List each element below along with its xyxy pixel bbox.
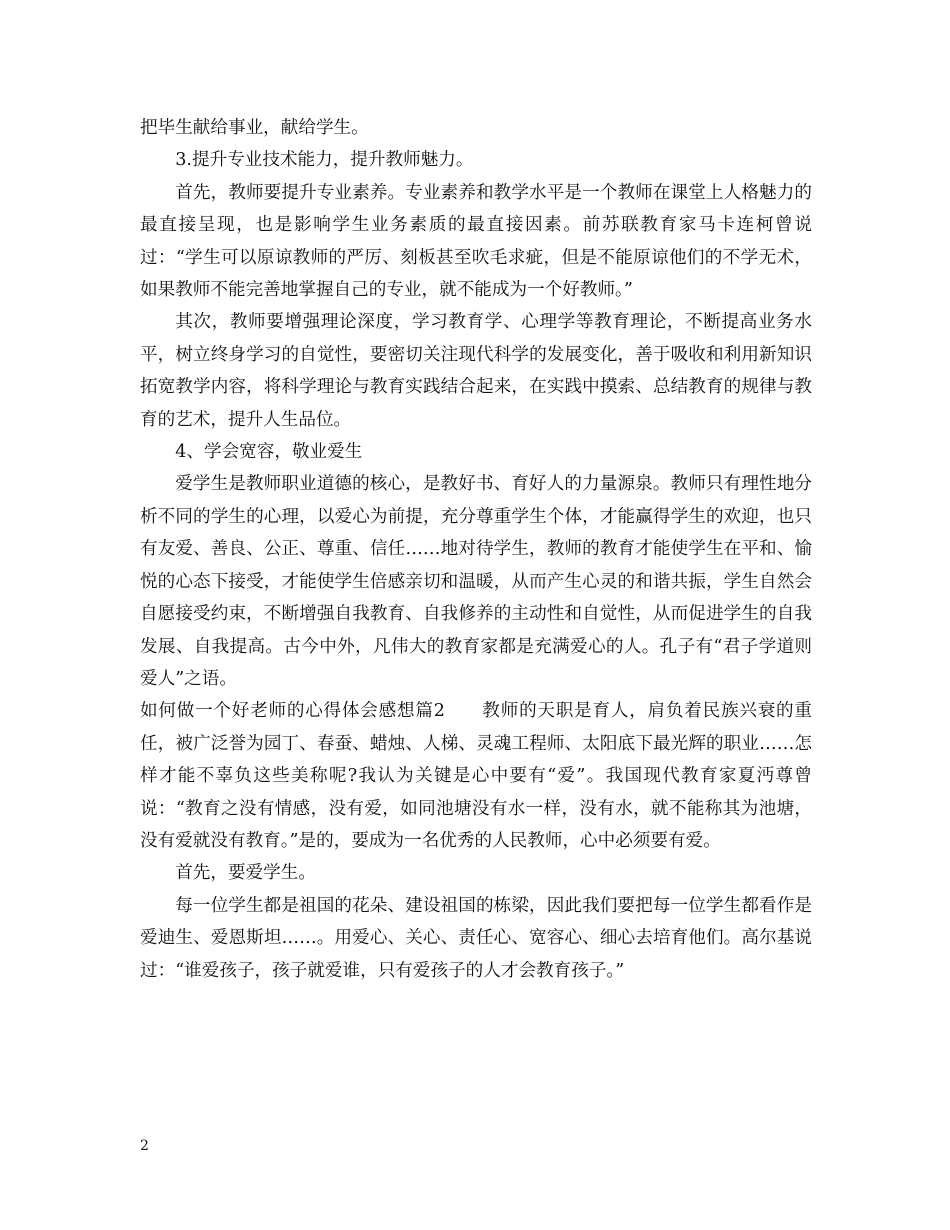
paragraph-7: 如何做一个好老师的心得体会感想篇2 教师的天职是育人，肩负着民族兴衰的重任，被广泛誉为园丁、春蚕、蜡烛、人梯、灵魂工程师、太阳底下最光辉的职业……怎样才能不辜负这些美称呢?我认为关键是心中要有“爱”。我国现代教育家夏沔尊曾说：“教育之没有情感，没有爱，如同池塘没有水一样，没有水，就不能称其为池塘，没有爱就没有教育。”是的，要成为一名优秀的人民教师，心中必须要有爱。 — [140, 701, 812, 851]
paragraph-4: 其次，教师要增强理论深度，学习教育学、心理学等教育理论，不断提高业务水平，树立终身学习的自觉性，要密切关注现代科学的发展变化，善于吸收和利用新知识拓宽教学内容，将科学理论与教育实践结合起来，在实践中摸索、总结教育的规律与教育的艺术，提升人生品位。 — [140, 312, 812, 430]
page-number: 2 — [140, 1138, 149, 1154]
document-body — [140, 112, 812, 987]
paragraph-3: 首先，教师要提升专业素养。专业素养和教学水平是一个教师在课堂上人格魅力的最直接呈现，也是影响学生业务素质的最直接因素。前苏联教育家马卡连柯曾说过：“学生可以原谅教师的严厉、刻板甚至吹毛求疵，但是不能原谅他们的不学无术，如果教师不能完善地掌握自己的专业，就不能成为一个好教师。” — [140, 182, 812, 301]
paragraph-2-heading: 3.提升专业技术能力，提升教师魅力。 — [175, 150, 474, 171]
paragraph-9: 每一位学生都是祖国的花朵、建设祖国的栋梁，因此我们要把每一位学生都看作是爱迪生、爱恩斯坦……。用爱心、关心、责任心、宽容心、细心去培育他们。高尔基说过：“谁爱孩子，孩子就爱谁，只有爱孩子的人才会教育孩子。” — [140, 895, 812, 981]
paragraph-1: 把毕生献给事业，献给学生。 — [140, 118, 369, 138]
paragraph-6: 爱学生是教师职业道德的核心，是教好书、育好人的力量源泉。教师只有理性地分析不同的学生的心理，以爱心为前提，充分尊重学生个体，才能赢得学生的欢迎，也只有友爱、善良、公正、尊重、信任……地对待学生，教师的教育才能使学生在平和、愉悦的心态下接受，才能使学生倍感亲切和温暖，从而产生心灵的和谐共振，学生自然会自愿接受约束，不断增强自我教育、自我修养的主动性和自觉性，从而促进学生的自我发展、自我提高。古今中外，凡伟大的教育家都是充满爱心的人。孔子有“君子学道则爱人”之语。 — [140, 474, 812, 689]
paragraph-5-heading: 4、学会宽容，敬业爱生 — [175, 442, 363, 463]
paragraph-8: 首先，要爱学生。 — [175, 863, 316, 884]
